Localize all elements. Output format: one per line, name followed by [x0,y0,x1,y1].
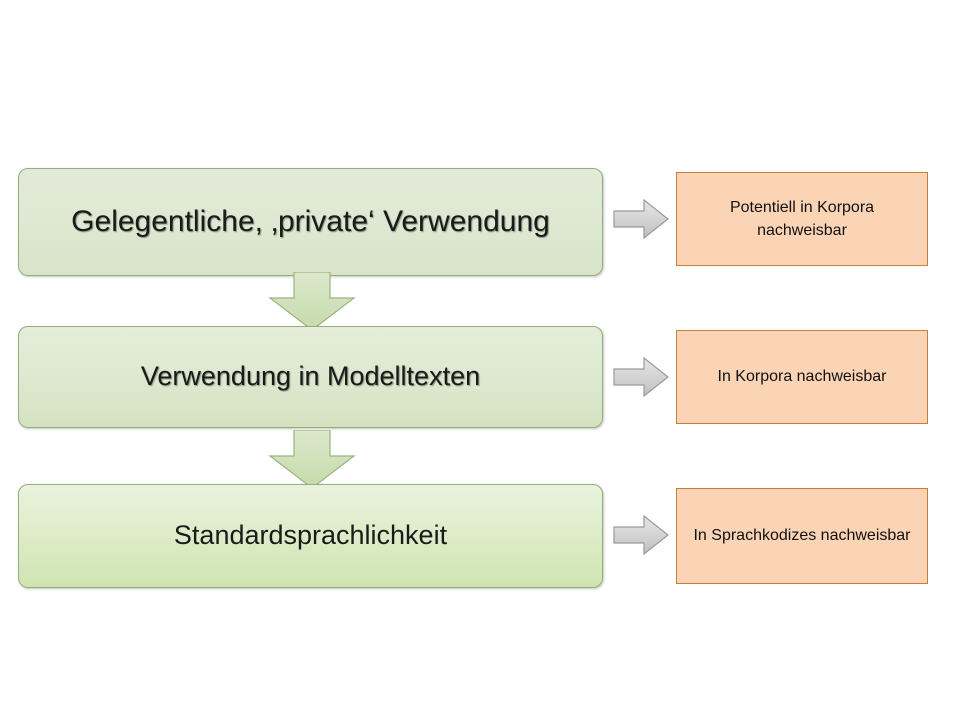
note-box-3[interactable] [676,488,928,584]
note-box-3-label: In Sprachkodizes nachweisbar [693,527,911,545]
right-arrow-icon-1 [612,196,670,242]
stage-box-3-label: Standardsprachlichkeit [173,520,448,551]
stage-box-1[interactable] [18,168,603,276]
note-box-2-label: In Korpora nachweisbar [717,368,887,386]
note-box-1[interactable] [676,172,928,266]
note-box-1-label: Potentiell in Korpora nachweisbar [729,198,875,239]
down-arrow-icon-1 [266,272,358,332]
note-box-2[interactable] [676,330,928,424]
stage-box-2[interactable] [18,326,603,428]
stage-box-2-label: Verwendung in Modelltexten [140,361,481,392]
stage-box-3[interactable] [18,484,603,588]
right-arrow-icon-2 [612,354,670,400]
stage-box-1-label: Gelegentliche, ‚private‘ Verwendung [71,204,550,238]
right-arrow-icon-3 [612,512,670,558]
down-arrow-icon-2 [266,430,358,490]
